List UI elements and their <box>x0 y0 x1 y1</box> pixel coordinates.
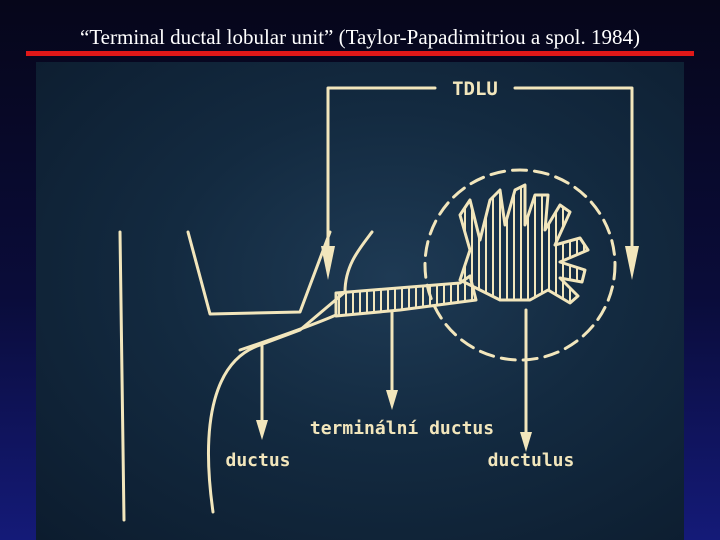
left-boundary-line <box>120 232 124 520</box>
main-ductus-inner <box>240 315 336 350</box>
upper-branch <box>188 232 330 314</box>
tdlu-arrowhead-right <box>625 246 639 280</box>
side-branch <box>345 232 372 292</box>
slide-title: “Terminal ductal lobular unit” (Taylor-Papadimitriou a spol. 1984) <box>80 25 640 49</box>
tdlu-bracket <box>328 88 435 250</box>
ductulus-label: ductulus <box>487 450 575 471</box>
ductus-label: ductus <box>225 450 291 471</box>
tdlu-label: TDLU <box>452 78 498 100</box>
terminal-ductus <box>336 276 476 316</box>
ductulus-arrowhead <box>520 432 532 452</box>
terminal-ductus-arrowhead <box>386 390 398 410</box>
acini-cluster <box>460 185 588 303</box>
main-ductus <box>208 292 345 512</box>
ductus-arrowhead <box>256 420 268 440</box>
terminal-ductus-label: terminální ductus <box>309 418 495 439</box>
tdlu-arrowhead-left <box>321 246 335 280</box>
